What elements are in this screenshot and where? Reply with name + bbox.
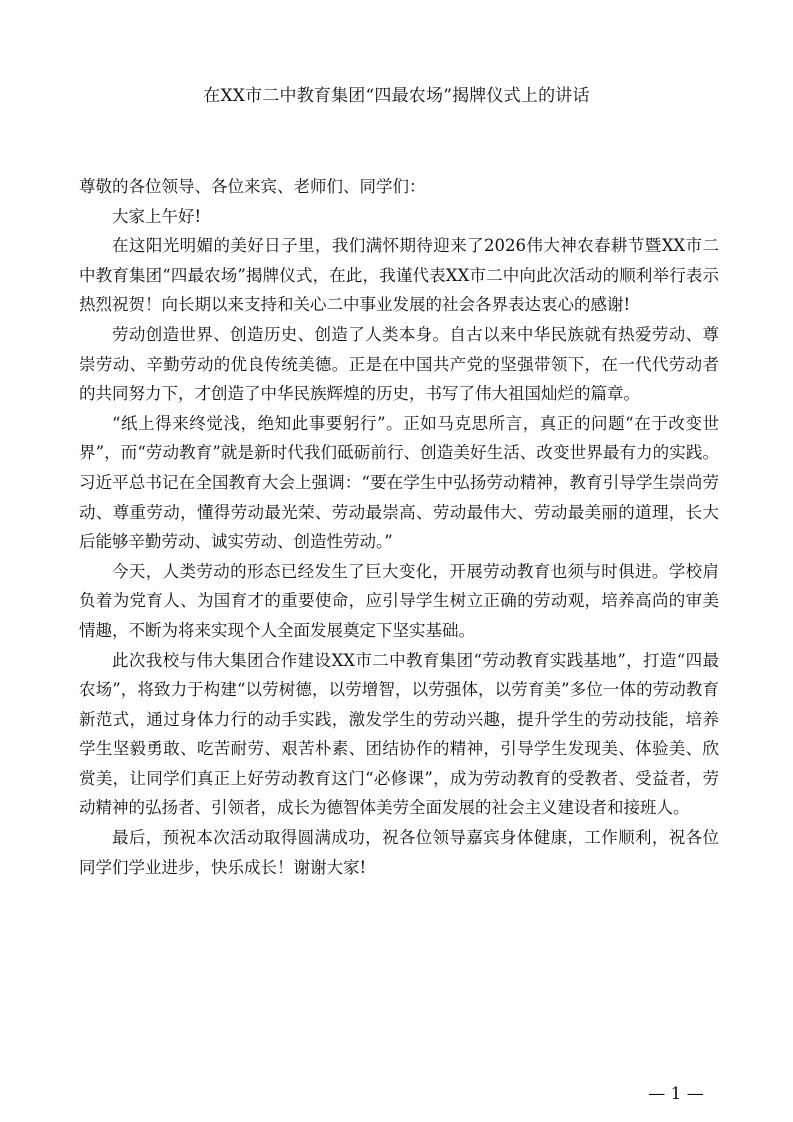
paragraph-closing-wishes: 最后，预祝本次活动取得圆满成功，祝各位领导嘉宾身体健康，工作顺利，祝各位同学们学业进步，快乐成长！谢谢大家! (79, 828, 719, 877)
page-number: — 1 — (648, 1084, 704, 1104)
paragraph-keep-pace-with-times: 今天，人类劳动的形态已经发生了巨大变化，开展劳动教育也须与时俱进。学校肩负着为党育人、为国育才的重要使命，应引导学生树立正确的劳动观，培养高尚的审美情趣，不断为将来实现个人全面发展奠定下坚实基础。 (79, 561, 719, 640)
paragraph-labor-creates-world: 劳动创造世界、创造历史、创造了人类本身。自古以来中华民族就有热爱劳动、尊崇劳动、辛勤劳动的优良传统美德。正是在中国共产党的坚强带领下，在一代代劳动者的共同努力下，才创造了中华民族辉煌的历史，书写了伟大祖国灿烂的篇章。 (79, 324, 719, 404)
paragraph-practice-base: 此次我校与伟大集团合作建设XX市二中教育集团“劳动教育实践基地”，打造“四最农场”，将致力于构建“以劳树德，以劳增智，以劳强体，以劳育美”多位一体的劳动教育新范式，通过身体力行的动手实践，激发学生的劳动兴趣，提升学生的劳动技能，培养学生坚毅勇敢、吃苦耐劳、艰苦朴素、团结协作的精神，引导学生发现美、体验美、欣赏美，让同学们真正上好劳动教育这门“必修课”，成为劳动教育的受教者、受益者，劳动精神的弘扬者、引领者，成长为德智体美劳全面发展的社会主义建设者和接班人。 (79, 650, 719, 818)
speech-title: 在XX市二中教育集团“四最农场”揭牌仪式上的讲话 (203, 86, 590, 106)
paragraph-congratulations: 在这阳光明媚的美好日子里，我们满怀期待迎来了2026伟大神农春耕节暨XX市二中教育集团“四最农场”揭牌仪式，在此，我谨代表XX市二中向此次活动的顺利举行表示热烈祝贺！向长期以来支持和关心二中事业发展的社会各界表达衷心的感谢! (79, 236, 719, 315)
salutation: 尊敬的各位领导、各位来宾、老师们、同学们： (79, 177, 426, 196)
paragraph-labor-education-practice: “纸上得来终觉浅，绝知此事要躬行”。正如马克思所言，真正的问题“在于改变世界”，而“劳动教育”就是新时代我们砥砺前行、创造美好生活、改变世界最有力的实践。习近平总书记在全国教育大会上强调：“要在学生中弘扬劳动精神，教育引导学生崇尚劳动、尊重劳动，懂得劳动最光荣、劳动最崇高、劳动最伟大、劳动最美丽的道理，长大后能够辛勤劳动、诚实劳动、创造性劳动。” (79, 413, 719, 552)
speech-body (79, 172, 719, 882)
paragraph-greeting: 大家上午好! (112, 206, 202, 226)
